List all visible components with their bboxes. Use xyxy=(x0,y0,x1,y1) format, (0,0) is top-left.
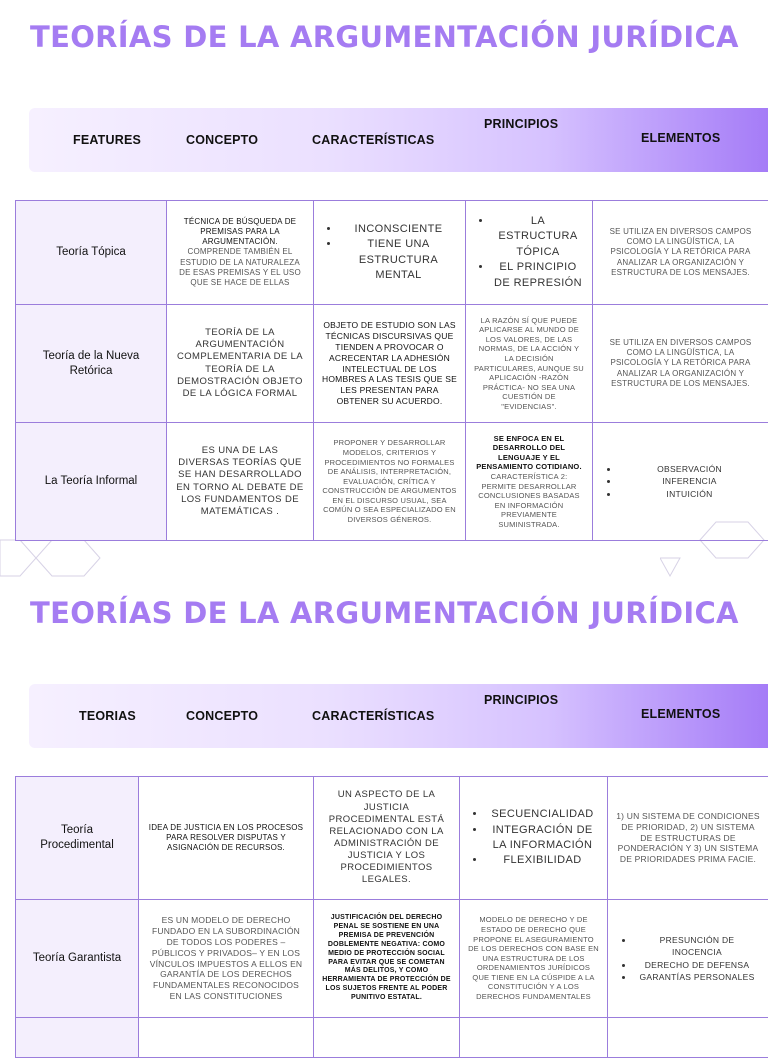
caracteristicas-cell xyxy=(314,423,466,541)
header-caracteristicas: CARACTERÍSTICAS xyxy=(312,709,434,723)
principios-cell xyxy=(466,201,593,305)
caracteristicas-cell xyxy=(314,777,460,900)
list-item: • DERECHO DE DEFENSA xyxy=(634,959,760,971)
principios-cell xyxy=(466,305,593,423)
header-caracteristicas: CARACTERÍSTICAS xyxy=(312,133,434,147)
concepto-text: ES UNA DE LAS DIVERSAS TEORÍAS QUE SE HAN DESARROLLADO EN TORNO AL DEBATE DE LOS FUNDAMENTOS DE MATEMÁTICAS . xyxy=(175,445,305,518)
header-elementos: ELEMENTOS xyxy=(641,707,720,721)
row-name: La Teoría Informal xyxy=(16,423,167,541)
concepto-cell xyxy=(167,423,314,541)
page-title: TEORÍAS DE LA ARGUMENTACIÓN JURÍDICA xyxy=(30,596,739,630)
list-item: • INTUICIÓN xyxy=(619,488,760,500)
concepto-cell xyxy=(167,201,314,305)
caracteristicas-text: UN ASPECTO DE LA JUSTICIA PROCEDIMENTAL ESTÁ RELACIONADO CON LA ADMINISTRACIÓN DE JUSTICIA Y LOS PROCEDIMIENTOS LEGALES. xyxy=(322,789,451,886)
table-row xyxy=(16,423,768,541)
header-principios: PRINCIPIOS xyxy=(484,117,558,131)
row-name: Teoría Garantista xyxy=(16,900,139,1018)
row-name: Teoría de la Nueva Retórica xyxy=(16,305,167,423)
table-row xyxy=(16,777,768,900)
list-item: • OBSERVACIÓN xyxy=(619,463,760,475)
concepto-cell xyxy=(139,777,314,900)
list-item: • SECUENCIALIDAD xyxy=(486,807,599,822)
principios-text: SE ENFOCA EN EL DESARROLLO DEL LENGUAJE Y EL PENSAMIENTO COTIDIANO. xyxy=(474,434,584,472)
principios-text: LA RAZÓN SÍ QUE PUEDE APLICARSE AL MUNDO DE LOS VALORES, DE LAS NORMAS, DE LA ACCIÓN Y LA DECISIÓN PARTICULARES, AUNQUE SU APLICACIÓN -RAZÓN PRÁCTICA- NO SEA UNA CUESTIÓN DE "EVIDENCIAS". xyxy=(474,316,584,412)
concepto-text: TEORÍA DE LA ARGUMENTACIÓN COMPLEMENTARIA DE LA TEORÍA DE LA DEMOSTRACIÓN OBJETO DE LA LÓGICA FORMAL xyxy=(175,327,305,400)
row-name: Teoría Procedimental xyxy=(16,777,139,900)
elementos-text: SE UTILIZA EN DIVERSOS CAMPOS COMO LA LINGÜÍSTICA, LA PSICOLOGÍA Y LA RETÓRICA PARA ANALIZAR LA ORGANIZACIÓN Y ESTRUCTURA DE LOS MENSAJES. xyxy=(601,227,760,278)
elementos-cell xyxy=(593,201,768,305)
caracteristicas-text: OBJETO DE ESTUDIO SON LAS TÉCNICAS DISCURSIVAS QUE TIENDEN A PROVOCAR O ACRECENTAR LA ADHESIÓN INTELECTUAL DE LOS HOMBRES A LAS TESIS QUE SE LES PRESENTAN PARA OBTENER SU ACUERDO. xyxy=(322,320,457,407)
elementos-list xyxy=(601,463,760,500)
list-item: • EL PRINCIPIO DE REPRESIÓN xyxy=(492,260,584,291)
elementos-cell xyxy=(608,777,768,900)
list-item: • INFERENCIA xyxy=(619,475,760,487)
table-row xyxy=(16,305,768,423)
list-item: • INCONSCIENTE xyxy=(340,222,457,237)
header-principios: PRINCIPIOS xyxy=(484,693,558,707)
header-elementos: ELEMENTOS xyxy=(641,131,720,145)
list-item: • LA ESTRUCTURA TÓPICA xyxy=(492,214,584,260)
elementos-text: 1) UN SISTEMA DE CONDICIONES DE PRIORIDAD, 2) UN SISTEMA DE ESTRUCTURAS DE PONDERACIÓN Y 3) UN SISTEMA DE PRIORIDADES PRIMA FACIE. xyxy=(616,811,760,865)
list-item: • INTEGRACIÓN DE LA INFORMACIÓN xyxy=(486,823,599,854)
caracteristicas-cell xyxy=(314,201,466,305)
list-item: • GARANTÍAS PERSONALES xyxy=(634,971,760,983)
header-features: FEATURES xyxy=(73,133,141,147)
elementos-text: SE UTILIZA EN DIVERSOS CAMPOS COMO LA LINGÜÍSTICA, LA PSICOLOGÍA Y LA RETÓRICA PARA ANALIZAR LA ORGANIZACIÓN Y ESTRUCTURA DE LOS MENSAJES. xyxy=(601,338,760,389)
concepto-cell xyxy=(139,900,314,1018)
header-concepto: CONCEPTO xyxy=(186,709,258,723)
principios-cell xyxy=(460,900,608,1018)
header-teorias: TEORIAS xyxy=(79,709,136,723)
list-item: • FLEXIBILIDAD xyxy=(486,853,599,868)
caracteristicas-cell xyxy=(314,305,466,423)
table-header-band xyxy=(29,684,768,748)
table-header-band xyxy=(29,108,768,172)
table-row xyxy=(16,900,768,1018)
header-concepto: CONCEPTO xyxy=(186,133,258,147)
principios-text: MODELO DE DERECHO Y DE ESTADO DE DERECHO QUE PROPONE EL ASEGURAMIENTO DE LOS DERECHOS CON BASE EN UNA ESTRUCTURA DE LOS ORDENAMIENTOS JURÍDICOS QUE TIENE EN LA CÚSPIDE A LA CONSTITUCIÓN Y A LOS DERECHOS FUNDAMENTALES xyxy=(468,915,599,1001)
caracteristicas-cell xyxy=(314,900,460,1018)
elementos-cell xyxy=(593,305,768,423)
theories-table xyxy=(15,776,768,1058)
table-row xyxy=(16,201,768,305)
principios-cell xyxy=(460,777,608,900)
page-title: TEORÍAS DE LA ARGUMENTACIÓN JURÍDICA xyxy=(30,20,739,54)
list-item: • PRESUNCIÓN DE INOCENCIA xyxy=(634,934,760,959)
concepto-text: TÉCNICA DE BÚSQUEDA DE PREMISAS PARA LA ARGUMENTACIÓN. xyxy=(175,217,305,248)
theories-table xyxy=(15,200,768,541)
principios-text: CARACTERÍSTICA 2: PERMITE DESARROLLAR CONCLUSIONES BASADAS EN INFORMACIÓN PREVIAMENTE SUMINISTRADA. xyxy=(474,472,584,530)
principios-list xyxy=(474,214,584,291)
concepto-text: COMPRENDE TAMBIÉN EL ESTUDIO DE LA NATURALEZA DE ESAS PREMISAS Y EL USO QUE SE HACE DE ELLAS xyxy=(175,247,305,288)
list-item: • TIENE UNA ESTRUCTURA MENTAL xyxy=(340,237,457,283)
caracteristicas-list xyxy=(322,222,457,284)
principios-list xyxy=(468,807,599,869)
elementos-cell xyxy=(593,423,768,541)
elementos-cell xyxy=(608,900,768,1018)
elementos-list xyxy=(616,934,760,983)
concepto-text: ES UN MODELO DE DERECHO FUNDADO EN LA SUBORDINACIÓN DE TODOS LOS PODERES –PÚBLICOS Y PRIVADOS– Y EN LOS VÍNCULOS IMPUESTOS A ELLOS EN GARANTÍA DE LOS DERECHOS FUNDAMENTALES RECONOCIDOS EN LAS CONSTITUCIONES xyxy=(147,915,305,1002)
concepto-text: IDEA DE JUSTICIA EN LOS PROCESOS PARA RESOLVER DISPUTAS Y ASIGNACIÓN DE RECURSOS. xyxy=(147,823,305,854)
row-name: Teoría Tópica xyxy=(16,201,167,305)
caracteristicas-text: JUSTIFICACIÓN DEL DERECHO PENAL SE SOSTIENE EN UNA PREMISA DE PREVENCIÓN DOBLEMENTE NEGATIVA: COMO MEDIO DE PROTECCIÓN SOCIAL PARA EVITAR QUE SE COMETAN MÁS DELITOS, Y COMO HERRAMIENTA DE PROTECCIÓN DE LOS SUJETOS FRENTE AL PODER PUNITIVO ESTATAL. xyxy=(322,914,451,1004)
principios-cell xyxy=(466,423,593,541)
concepto-cell xyxy=(167,305,314,423)
caracteristicas-text: PROPONER Y DESARROLLAR MODELOS, CRITERIOS Y PROCEDIMIENTOS NO FORMALES DE ANÁLISIS, INTERPRETACIÓN, EVALUACIÓN, CRÍTICA Y CONSTRUCCIÓN DE ARGUMENTOS EN EL DISCURSO USUAL, SEA COMÚN O SEA ESPECIALIZADO EN DIVERSOS GÉNEROS. xyxy=(322,438,457,524)
